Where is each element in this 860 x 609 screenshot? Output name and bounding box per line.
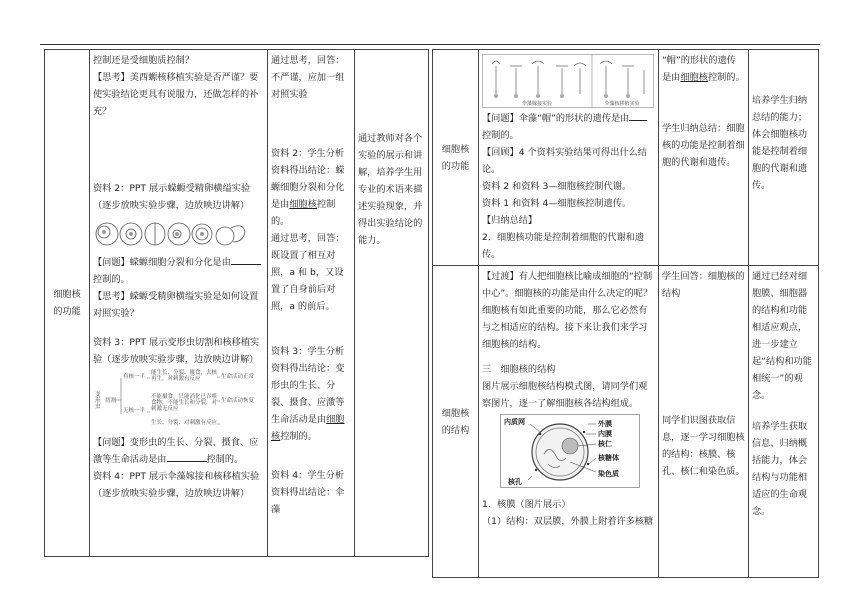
teacher-activity-cell (90, 50, 268, 557)
back-desc: 生长、分裂、对刺激有反应 (151, 420, 218, 426)
answer-blank (629, 120, 647, 121)
with-nucleus-label: 有核一半 (123, 374, 146, 380)
without-nucleus-desc: 不能摄食，只能消化已吞噬食物，不能生长和分裂，对刺激无反应 (151, 394, 218, 412)
text: 控制的。 (707, 72, 745, 83)
amoeba-cut-label: 切割 (105, 398, 117, 404)
text: 2．细胞核功能是控制着细胞的代谢和遗传。 (482, 232, 645, 260)
answer-underlined: 细胞核 (289, 199, 317, 210)
amoeba-diagram (93, 368, 264, 434)
design-intent-cell (355, 50, 429, 557)
answer-underlined: 细胞核 (680, 72, 708, 83)
text: 控制的。 (482, 130, 519, 141)
text: 【问题】变形虫的生长、分裂、摄食、应激等生命活动是由 (93, 437, 259, 465)
text: 培养学生归纳总结的能力；体会细胞核功能是控制着细胞的代谢和遗传。 (752, 95, 808, 191)
label-outer-membrane: 外膜 (598, 420, 612, 428)
question (93, 254, 264, 288)
text: 控制的。 (206, 454, 244, 465)
text: 资料 1 和资料 4—细胞核控制遗传。 (482, 198, 632, 209)
design-intent-cell (749, 266, 819, 578)
without-nucleus-result: 生命活动恢复 (221, 398, 255, 404)
text: 【回顾】4 个资料实验结果可得出什么结论。 (482, 147, 647, 175)
lesson-table-right (432, 49, 819, 578)
text: 控制的。 (93, 274, 130, 285)
teacher-activity-cell (479, 50, 659, 266)
without-nucleus-label: 无核一半 (123, 408, 146, 414)
with-nucleus-desc: 能生长、分裂、摄食，去核再生，对刺激有反应 (151, 370, 218, 382)
student-activity-cell (268, 50, 355, 557)
text: 1．核膜（图片展示） (482, 499, 571, 510)
text: 资料 3：学生分析资料得出结论：变形虫的生长、分裂、摄食、应激等生命活动是由 (271, 346, 345, 425)
newt-egg-figure (93, 216, 253, 252)
question (482, 110, 655, 144)
text: 学生回答：细胞核的结构 (662, 271, 745, 299)
text: 通过教师对各个实验的展示和讲解，培养学生用专业的术语来描述实验现象，并得出实验结论的能力。 (358, 133, 423, 246)
acetabularia-figure (482, 54, 654, 108)
topic-cell (45, 50, 90, 557)
lesson-table-left (44, 49, 429, 557)
topic-cell (433, 50, 479, 266)
text: 资料 2 和资料 3—细胞核控制代谢。 (482, 181, 632, 192)
label-inner-membrane: 内膜 (598, 430, 612, 438)
text: 通过思考，回答：不严谨，应加一组对照实验 (271, 55, 345, 100)
text: 控制的。 (271, 199, 336, 227)
header-rule (40, 44, 820, 45)
text: 控制的。 (280, 431, 317, 442)
label-er: 内质网 (504, 418, 525, 426)
question (93, 434, 264, 468)
answer (662, 52, 745, 86)
text: 资料 4：学生分析资料得出结论：伞藻 (271, 470, 345, 515)
text: 资料 4：PPT 展示伞藻嫁接和核移植实验（逐步放映实验步骤，边放映边讲解） (93, 471, 260, 499)
text: 同学们识图获取信息，逐一学习细胞核的结构：核膜、核孔、核仁和染色质。 (662, 415, 745, 477)
label-ribosome: 核糖体 (598, 454, 619, 462)
amoeba-arrows (93, 368, 263, 434)
text: 培养学生获取信息、归纳概括能力，体会结构与功能相适应的生命观念。 (752, 421, 808, 517)
student-activity-cell (659, 266, 749, 578)
fig-label-left: 伞藻嫁接实验 (521, 101, 553, 107)
student-activity-cell (659, 50, 749, 266)
design-intent-cell (749, 50, 819, 266)
text: 【思考】蝾螈受精卵横缢实验是如何设置对照实验？ (93, 291, 259, 319)
topic-label: 细胞核的功能 (441, 143, 470, 172)
topic-label: 细胞核的功能 (53, 289, 81, 317)
answer-blank (231, 264, 261, 265)
label-nucleolus: 核仁 (598, 440, 612, 448)
topic-cell (433, 266, 479, 578)
text: 资料 2：学生分析资料得出结论：蝾螈细胞分裂和分化是由 (271, 148, 345, 210)
text: 通过已经对细胞膜、细胞器的结构和功能相适应观点，进一步建立起“结构和功能相统一”的观念。 (752, 271, 812, 401)
text: 资料 3：PPT 展示变形虫切割和核移植实验（逐步放映实验步骤，边放映边讲解） (93, 337, 260, 365)
text: （1）结构：双层膜，外膜上附着许多核糖 (482, 516, 654, 527)
text: “帽”的形状的遗传是由 (662, 55, 736, 83)
answer (271, 343, 351, 445)
label-chromatin: 染色质 (598, 470, 619, 478)
label-pore: 核孔 (508, 478, 522, 486)
answer (271, 145, 351, 230)
topic-label: 细胞核的结构 (441, 407, 470, 436)
fig-label-right: 伞藻核移植实验 (604, 101, 640, 107)
nucleus-structure-figure (500, 414, 640, 488)
amoeba-root-label: 变形虫 (95, 392, 101, 410)
text: 通过思考，回答：既设置了相互对照，a 和 b，又设置了自身前后对照，a 的前后。 (271, 233, 345, 312)
text: 资料 2：PPT 展示蝾螈受精卵横缢实验（逐步放映实验步骤，边放映边讲解） (93, 183, 251, 211)
answer-blank (167, 461, 207, 462)
with-nucleus-result: 生命活动正常 (221, 374, 255, 380)
answer-underlined: 细胞核 (271, 414, 345, 442)
text: 【思考】美西螈核移植实验是否严谨？要使实验结论更具有说服力，还做怎样的补充？ (93, 72, 259, 117)
text: 【归纳总结】 (482, 215, 538, 226)
text: 【过渡】有人把细胞核比喻成细胞的“控制中心”。细胞核的功能是由什么决定的呢？细胞核有如此重要的功能，那么它必然有与之相适应的结构。接下来让我们来学习细胞核的结构。 (482, 271, 653, 350)
text: 图片展示细胞核结构模式图，请同学们观察图片，逐一了解细胞核各结构组成。 (482, 381, 648, 409)
teacher-activity-cell (479, 266, 659, 578)
text: 学生归纳总结：细胞核的功能是控制着细胞的代谢和遗传。 (662, 123, 745, 168)
text: 【问题】蝾螈细胞分裂和分化是由 (93, 257, 231, 268)
text: 【问题】伞藻“帽”的形状的遗传是由 (482, 113, 630, 124)
text: 三 细胞核的结构 (482, 364, 556, 375)
text: 控制还是受细胞质控制？ (93, 55, 195, 66)
